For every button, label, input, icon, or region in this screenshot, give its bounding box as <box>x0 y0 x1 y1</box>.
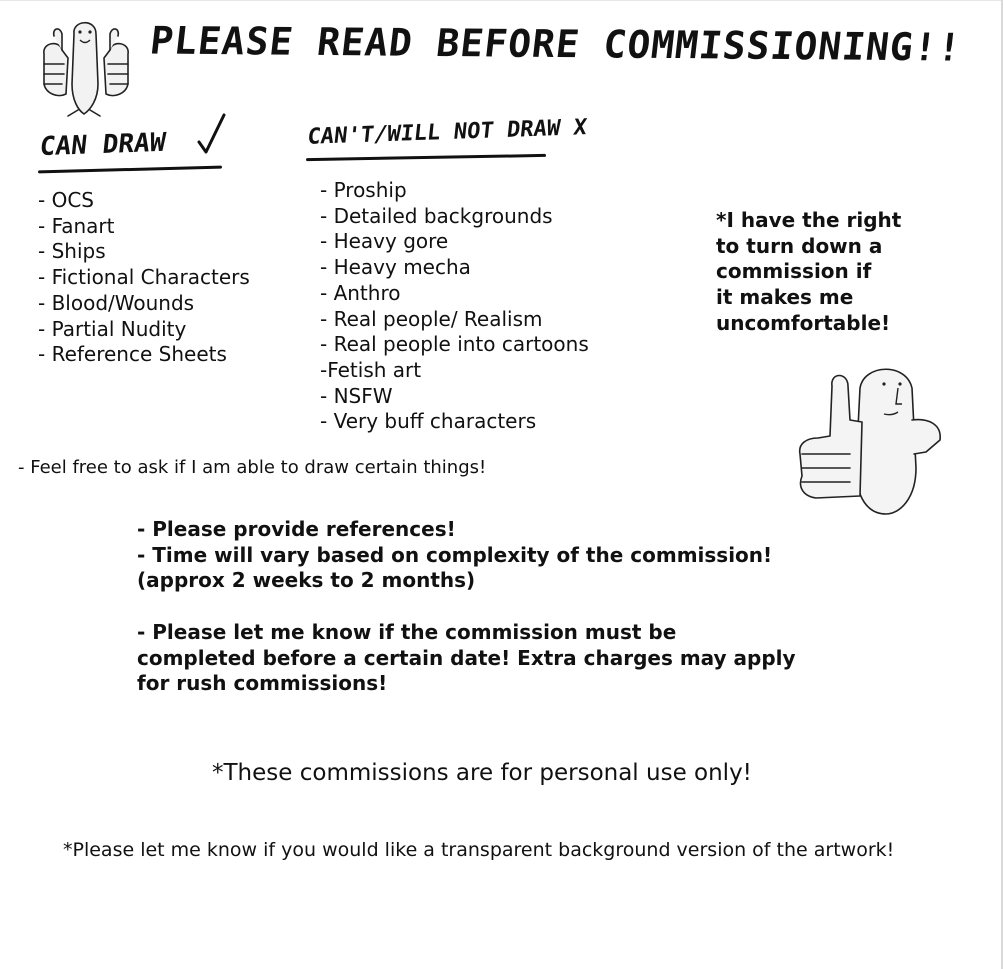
double-thumbs-up-doodle <box>38 14 134 118</box>
list-item: - Anthro <box>320 280 401 305</box>
list-item: - Real people into cartoons <box>320 332 589 357</box>
list-item: - Very buff characters <box>320 409 537 434</box>
personal-use-note: *These commissions are for personal use only! <box>212 760 752 786</box>
page-top-edge <box>0 0 1003 1</box>
list-item: - Partial Nudity <box>38 316 187 341</box>
ask-note: - Feel free to ask if I am able to draw certain things! <box>18 457 487 478</box>
list-item: -Fetish art <box>320 357 422 382</box>
list-item: - NSFW <box>320 383 393 408</box>
list-item: - Reference Sheets <box>38 342 227 367</box>
references-and-timing-note: - Please provide references! - Time will vary based on complexity of the commission! (approx 2 weeks to 2 months) <box>137 517 773 593</box>
list-item: - Detailed backgrounds <box>320 203 553 228</box>
list-item: - Fanart <box>38 213 115 238</box>
page-title: PLEASE READ BEFORE COMMISSIONING!! <box>147 18 964 70</box>
deadline-note: - Please let me know if the commission must be completed before a certain date! Extra charges may apply for rush commissions! <box>137 620 796 696</box>
cant-draw-list <box>320 178 589 435</box>
list-item: - Fictional Characters <box>38 265 250 290</box>
can-draw-underline <box>38 166 222 174</box>
list-item: - Proship <box>320 178 407 202</box>
can-draw-heading <box>38 128 167 162</box>
can-draw-heading-label: CAN DRAW <box>38 127 168 163</box>
cant-draw-heading: CAN'T/WILL NOT DRAW X <box>306 115 589 150</box>
can-draw-list <box>38 188 250 368</box>
thumbs-up-doodle <box>794 358 946 518</box>
list-item: - Ships <box>38 239 106 264</box>
right-to-decline-note: *I have the right to turn down a commission if it makes me uncomfortable! <box>716 208 902 335</box>
list-item: - Heavy gore <box>320 229 449 254</box>
list-item: - Real people/ Realism <box>320 306 543 331</box>
list-item: - Blood/Wounds <box>38 290 195 315</box>
list-item: - OCS <box>38 188 94 212</box>
list-item: - Heavy mecha <box>320 255 471 280</box>
cant-draw-underline <box>306 154 546 161</box>
check-mark-icon <box>196 112 228 156</box>
transparent-background-note: *Please let me know if you would like a transparent background version of the artwork! <box>63 839 895 861</box>
